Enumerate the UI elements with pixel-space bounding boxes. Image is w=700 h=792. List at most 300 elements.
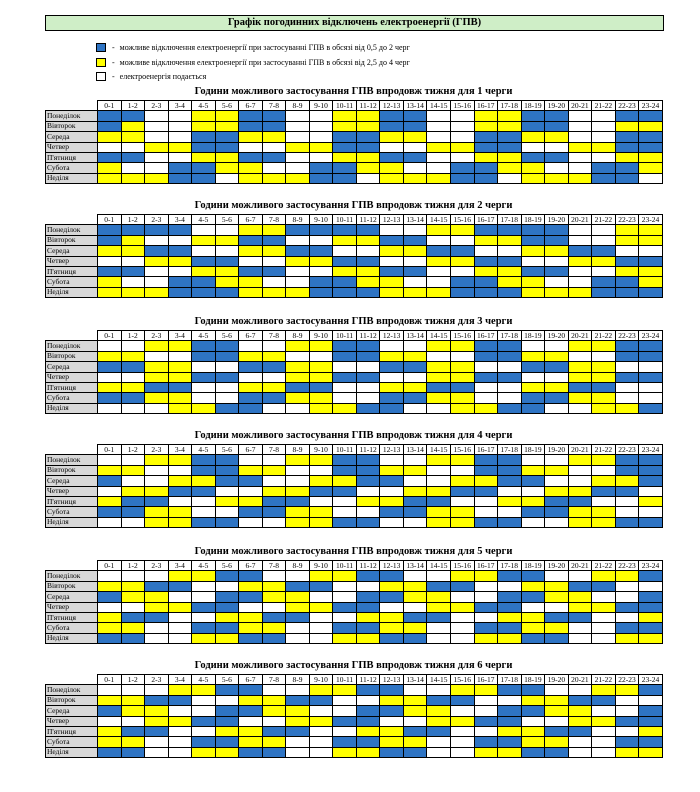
day-row — [46, 695, 663, 705]
outage-cell-blue — [215, 716, 239, 726]
outage-cell-blue — [168, 581, 192, 591]
outage-cell-yellow — [450, 225, 474, 235]
outage-cell-yellow — [403, 246, 427, 256]
power-on-cell — [262, 455, 286, 465]
power-on-cell — [615, 507, 639, 517]
outage-cell-yellow — [427, 602, 451, 612]
power-on-cell — [545, 403, 569, 413]
outage-cell-yellow — [592, 403, 616, 413]
outage-cell-blue — [121, 362, 145, 372]
outage-cell-yellow — [215, 235, 239, 245]
outage-cell-blue — [98, 507, 122, 517]
day-label: П'ятниця — [46, 726, 98, 736]
power-on-cell — [168, 747, 192, 757]
power-on-cell — [427, 277, 451, 287]
power-on-cell — [427, 623, 451, 633]
outage-cell-yellow — [545, 465, 569, 475]
outage-cell-yellow — [450, 476, 474, 486]
outage-cell-blue — [168, 695, 192, 705]
outage-cell-blue — [192, 517, 216, 527]
power-on-cell — [121, 341, 145, 351]
outage-cell-yellow — [427, 517, 451, 527]
outage-cell-yellow — [121, 581, 145, 591]
power-on-cell — [450, 235, 474, 245]
outage-cell-blue — [592, 581, 616, 591]
outage-cell-yellow — [286, 142, 310, 152]
power-on-cell — [403, 163, 427, 173]
power-on-cell — [286, 121, 310, 131]
outage-cell-blue — [521, 706, 545, 716]
outage-cell-yellow — [639, 225, 663, 235]
outage-cell-blue — [356, 571, 380, 581]
outage-cell-blue — [333, 716, 357, 726]
outage-cell-yellow — [286, 716, 310, 726]
day-row — [46, 737, 663, 747]
day-label: Субота — [46, 393, 98, 403]
outage-cell-yellow — [262, 287, 286, 297]
power-on-cell — [286, 685, 310, 695]
outage-cell-blue — [545, 496, 569, 506]
hour-label: 2-3 — [145, 445, 169, 455]
outage-cell-blue — [192, 341, 216, 351]
outage-cell-blue — [192, 372, 216, 382]
outage-cell-yellow — [239, 465, 263, 475]
day-row — [46, 726, 663, 736]
outage-cell-blue — [356, 341, 380, 351]
outage-cell-yellow — [521, 173, 545, 183]
outage-cell-yellow — [639, 747, 663, 757]
day-label: Четвер — [46, 716, 98, 726]
power-on-cell — [450, 132, 474, 142]
outage-cell-blue — [380, 152, 404, 162]
hour-label: 2-3 — [145, 101, 169, 111]
hour-label: 1-2 — [121, 331, 145, 341]
outage-cell-yellow — [474, 747, 498, 757]
power-on-cell — [403, 716, 427, 726]
power-on-cell — [592, 726, 616, 736]
power-on-cell — [592, 235, 616, 245]
outage-cell-blue — [121, 152, 145, 162]
hour-label: 11-12 — [356, 561, 380, 571]
outage-cell-blue — [427, 695, 451, 705]
hour-label: 12-13 — [380, 675, 404, 685]
power-on-cell — [427, 571, 451, 581]
outage-cell-blue — [215, 132, 239, 142]
outage-cell-blue — [168, 277, 192, 287]
outage-cell-blue — [168, 173, 192, 183]
power-on-cell — [286, 476, 310, 486]
outage-cell-yellow — [427, 142, 451, 152]
outage-cell-blue — [450, 581, 474, 591]
power-on-cell — [98, 341, 122, 351]
outage-cell-blue — [545, 225, 569, 235]
outage-cell-blue — [615, 163, 639, 173]
power-on-cell — [239, 341, 263, 351]
outage-cell-yellow — [145, 455, 169, 465]
power-on-cell — [568, 403, 592, 413]
power-on-cell — [192, 382, 216, 392]
outage-cell-blue — [474, 142, 498, 152]
outage-cell-yellow — [615, 152, 639, 162]
power-on-cell — [474, 612, 498, 622]
hour-label: 0-1 — [98, 561, 122, 571]
hour-label: 5-6 — [215, 101, 239, 111]
outage-cell-yellow — [286, 362, 310, 372]
outage-cell-yellow — [592, 685, 616, 695]
hour-label: 16-17 — [474, 561, 498, 571]
outage-cell-yellow — [403, 623, 427, 633]
outage-cell-yellow — [427, 507, 451, 517]
outage-cell-blue — [215, 706, 239, 716]
power-on-cell — [98, 685, 122, 695]
outage-cell-yellow — [98, 623, 122, 633]
outage-cell-yellow — [356, 612, 380, 622]
power-on-cell — [168, 266, 192, 276]
outage-cell-blue — [639, 685, 663, 695]
power-on-cell — [615, 382, 639, 392]
hour-label: 5-6 — [215, 331, 239, 341]
day-row — [46, 706, 663, 716]
hour-label: 6-7 — [239, 561, 263, 571]
day-label: Середа — [46, 362, 98, 372]
legend-item-white: - електроенергія подається — [96, 72, 206, 82]
power-on-cell — [639, 362, 663, 372]
outage-cell-blue — [568, 581, 592, 591]
power-on-cell — [356, 695, 380, 705]
outage-cell-yellow — [427, 362, 451, 372]
hour-header-row — [46, 675, 663, 685]
outage-cell-yellow — [450, 507, 474, 517]
hour-label: 0-1 — [98, 215, 122, 225]
outage-cell-blue — [309, 173, 333, 183]
outage-cell-yellow — [403, 592, 427, 602]
hour-label: 6-7 — [239, 445, 263, 455]
outage-cell-blue — [309, 695, 333, 705]
power-on-cell — [450, 592, 474, 602]
power-on-cell — [145, 747, 169, 757]
outage-cell-blue — [592, 287, 616, 297]
power-on-cell — [262, 517, 286, 527]
power-on-cell — [145, 163, 169, 173]
power-on-cell — [615, 362, 639, 372]
power-on-cell — [215, 393, 239, 403]
outage-cell-yellow — [239, 726, 263, 736]
power-on-cell — [333, 362, 357, 372]
outage-cell-yellow — [498, 111, 522, 121]
outage-cell-blue — [239, 633, 263, 643]
outage-cell-yellow — [498, 121, 522, 131]
outage-cell-blue — [639, 571, 663, 581]
day-row — [46, 132, 663, 142]
outage-cell-blue — [239, 403, 263, 413]
outage-cell-yellow — [615, 121, 639, 131]
outage-cell-blue — [286, 612, 310, 622]
outage-cell-yellow — [168, 571, 192, 581]
hour-label: 15-16 — [450, 331, 474, 341]
outage-cell-yellow — [380, 287, 404, 297]
corner-cell — [46, 101, 98, 111]
outage-cell-yellow — [215, 266, 239, 276]
power-on-cell — [403, 341, 427, 351]
outage-cell-yellow — [286, 517, 310, 527]
power-on-cell — [145, 685, 169, 695]
outage-cell-blue — [498, 341, 522, 351]
outage-cell-yellow — [639, 152, 663, 162]
power-on-cell — [356, 362, 380, 372]
outage-cell-blue — [239, 592, 263, 602]
power-on-cell — [568, 225, 592, 235]
outage-cell-blue — [474, 341, 498, 351]
hour-label: 21-22 — [592, 675, 616, 685]
outage-cell-yellow — [145, 706, 169, 716]
power-on-cell — [568, 571, 592, 581]
outage-cell-yellow — [215, 633, 239, 643]
power-on-cell — [592, 747, 616, 757]
power-on-cell — [521, 256, 545, 266]
outage-cell-blue — [192, 351, 216, 361]
outage-cell-blue — [356, 287, 380, 297]
outage-cell-yellow — [262, 486, 286, 496]
outage-cell-yellow — [380, 132, 404, 142]
outage-cell-blue — [215, 142, 239, 152]
day-label: Середа — [46, 132, 98, 142]
outage-cell-yellow — [192, 235, 216, 245]
outage-cell-blue — [521, 633, 545, 643]
outage-cell-blue — [639, 142, 663, 152]
outage-cell-yellow — [145, 341, 169, 351]
power-on-cell — [498, 173, 522, 183]
outage-cell-blue — [98, 111, 122, 121]
outage-cell-yellow — [474, 633, 498, 643]
outage-cell-yellow — [521, 465, 545, 475]
outage-cell-blue — [545, 235, 569, 245]
outage-cell-blue — [333, 517, 357, 527]
hour-label: 18-19 — [521, 101, 545, 111]
power-on-cell — [145, 277, 169, 287]
outage-cell-yellow — [239, 496, 263, 506]
outage-cell-yellow — [545, 623, 569, 633]
hour-label: 4-5 — [192, 445, 216, 455]
power-on-cell — [474, 246, 498, 256]
outage-cell-blue — [286, 246, 310, 256]
power-on-cell — [380, 372, 404, 382]
outage-cell-blue — [450, 163, 474, 173]
power-on-cell — [145, 121, 169, 131]
power-on-cell — [192, 695, 216, 705]
outage-cell-yellow — [498, 496, 522, 506]
outage-cell-blue — [498, 351, 522, 361]
outage-cell-yellow — [168, 341, 192, 351]
outage-cell-yellow — [262, 695, 286, 705]
power-on-cell — [427, 266, 451, 276]
outage-cell-yellow — [639, 121, 663, 131]
power-on-cell — [145, 623, 169, 633]
outage-cell-yellow — [121, 695, 145, 705]
day-label: Четвер — [46, 256, 98, 266]
power-on-cell — [192, 581, 216, 591]
section-title: Години можливого застосування ГПВ впродовж тижня для 2 черги — [194, 200, 513, 211]
outage-cell-blue — [545, 121, 569, 131]
corner-cell — [46, 675, 98, 685]
outage-cell-yellow — [98, 132, 122, 142]
outage-cell-blue — [262, 726, 286, 736]
hour-header-row — [46, 215, 663, 225]
day-label: Четвер — [46, 372, 98, 382]
outage-cell-yellow — [615, 225, 639, 235]
outage-cell-blue — [639, 465, 663, 475]
outage-cell-yellow — [215, 726, 239, 736]
power-on-cell — [356, 393, 380, 403]
outage-cell-blue — [121, 225, 145, 235]
outage-cell-blue — [215, 592, 239, 602]
outage-cell-yellow — [450, 602, 474, 612]
power-on-cell — [215, 581, 239, 591]
outage-cell-blue — [121, 612, 145, 622]
outage-cell-blue — [615, 486, 639, 496]
power-on-cell — [168, 706, 192, 716]
outage-cell-yellow — [168, 716, 192, 726]
hour-label: 22-23 — [615, 445, 639, 455]
outage-cell-blue — [192, 256, 216, 266]
day-row — [46, 163, 663, 173]
power-on-cell — [568, 737, 592, 747]
power-on-cell — [286, 266, 310, 276]
hour-label: 17-18 — [498, 101, 522, 111]
power-on-cell — [474, 496, 498, 506]
day-row — [46, 287, 663, 297]
hour-label: 15-16 — [450, 445, 474, 455]
outage-cell-yellow — [192, 111, 216, 121]
outage-cell-yellow — [521, 287, 545, 297]
power-on-cell — [192, 225, 216, 235]
outage-cell-blue — [615, 455, 639, 465]
outage-cell-blue — [545, 393, 569, 403]
outage-cell-yellow — [545, 592, 569, 602]
outage-cell-blue — [98, 393, 122, 403]
outage-cell-blue — [474, 486, 498, 496]
power-on-cell — [450, 152, 474, 162]
outage-cell-yellow — [450, 571, 474, 581]
outage-cell-blue — [545, 633, 569, 643]
power-on-cell — [98, 602, 122, 612]
power-on-cell — [474, 726, 498, 736]
section-title: Години можливого застосування ГПВ впродовж тижня для 6 черги — [194, 660, 513, 671]
power-on-cell — [450, 706, 474, 716]
outage-cell-yellow — [450, 341, 474, 351]
hour-label: 21-22 — [592, 215, 616, 225]
legend-swatch-white — [96, 72, 106, 81]
hour-label: 13-14 — [403, 331, 427, 341]
outage-cell-yellow — [474, 121, 498, 131]
outage-cell-blue — [356, 737, 380, 747]
power-on-cell — [380, 486, 404, 496]
power-on-cell — [333, 496, 357, 506]
outage-cell-yellow — [356, 121, 380, 131]
power-on-cell — [309, 111, 333, 121]
outage-cell-yellow — [615, 571, 639, 581]
outage-cell-blue — [98, 152, 122, 162]
outage-cell-blue — [262, 496, 286, 506]
outage-cell-blue — [333, 602, 357, 612]
hour-label: 19-20 — [545, 561, 569, 571]
outage-cell-blue — [192, 716, 216, 726]
hour-header-row — [46, 561, 663, 571]
hour-label: 4-5 — [192, 561, 216, 571]
outage-cell-yellow — [333, 121, 357, 131]
outage-cell-blue — [239, 507, 263, 517]
hour-label: 15-16 — [450, 675, 474, 685]
outage-cell-blue — [615, 111, 639, 121]
outage-cell-yellow — [356, 266, 380, 276]
power-on-cell — [192, 592, 216, 602]
power-on-cell — [498, 382, 522, 392]
outage-cell-blue — [639, 716, 663, 726]
outage-cell-yellow — [427, 341, 451, 351]
power-on-cell — [498, 393, 522, 403]
outage-cell-blue — [380, 747, 404, 757]
outage-cell-yellow — [568, 716, 592, 726]
hour-label: 10-11 — [333, 101, 357, 111]
legend-text: можливе відключення електроенергії при застосуванні ГПВ в обсязі від 0,5 до 2 черг — [119, 43, 410, 52]
day-row — [46, 382, 663, 392]
day-label: Четвер — [46, 486, 98, 496]
outage-cell-blue — [450, 486, 474, 496]
hour-label: 4-5 — [192, 215, 216, 225]
outage-cell-blue — [121, 266, 145, 276]
power-on-cell — [568, 351, 592, 361]
outage-cell-yellow — [286, 287, 310, 297]
power-on-cell — [427, 132, 451, 142]
power-on-cell — [192, 246, 216, 256]
day-label: Середа — [46, 476, 98, 486]
day-row — [46, 623, 663, 633]
outage-cell-blue — [121, 747, 145, 757]
outage-cell-blue — [639, 403, 663, 413]
hour-label: 15-16 — [450, 561, 474, 571]
outage-cell-blue — [333, 351, 357, 361]
power-on-cell — [380, 142, 404, 152]
day-label: П'ятниця — [46, 266, 98, 276]
power-on-cell — [545, 716, 569, 726]
outage-cell-yellow — [521, 382, 545, 392]
hour-header-row — [46, 101, 663, 111]
outage-cell-yellow — [356, 277, 380, 287]
outage-cell-blue — [239, 235, 263, 245]
outage-cell-yellow — [474, 685, 498, 695]
power-on-cell — [427, 747, 451, 757]
hour-label: 16-17 — [474, 331, 498, 341]
outage-cell-blue — [356, 351, 380, 361]
outage-cell-yellow — [474, 571, 498, 581]
outage-cell-blue — [309, 382, 333, 392]
outage-cell-blue — [356, 142, 380, 152]
outage-cell-yellow — [98, 173, 122, 183]
outage-cell-yellow — [192, 747, 216, 757]
outage-cell-blue — [474, 737, 498, 747]
outage-cell-yellow — [450, 393, 474, 403]
outage-cell-blue — [239, 152, 263, 162]
power-on-cell — [168, 726, 192, 736]
hour-label: 17-18 — [498, 215, 522, 225]
power-on-cell — [545, 685, 569, 695]
outage-cell-blue — [333, 287, 357, 297]
power-on-cell — [333, 507, 357, 517]
outage-cell-blue — [427, 496, 451, 506]
outage-cell-yellow — [145, 517, 169, 527]
legend-swatch-yellow — [96, 58, 106, 67]
outage-cell-yellow — [545, 173, 569, 183]
hour-label: 8-9 — [286, 561, 310, 571]
